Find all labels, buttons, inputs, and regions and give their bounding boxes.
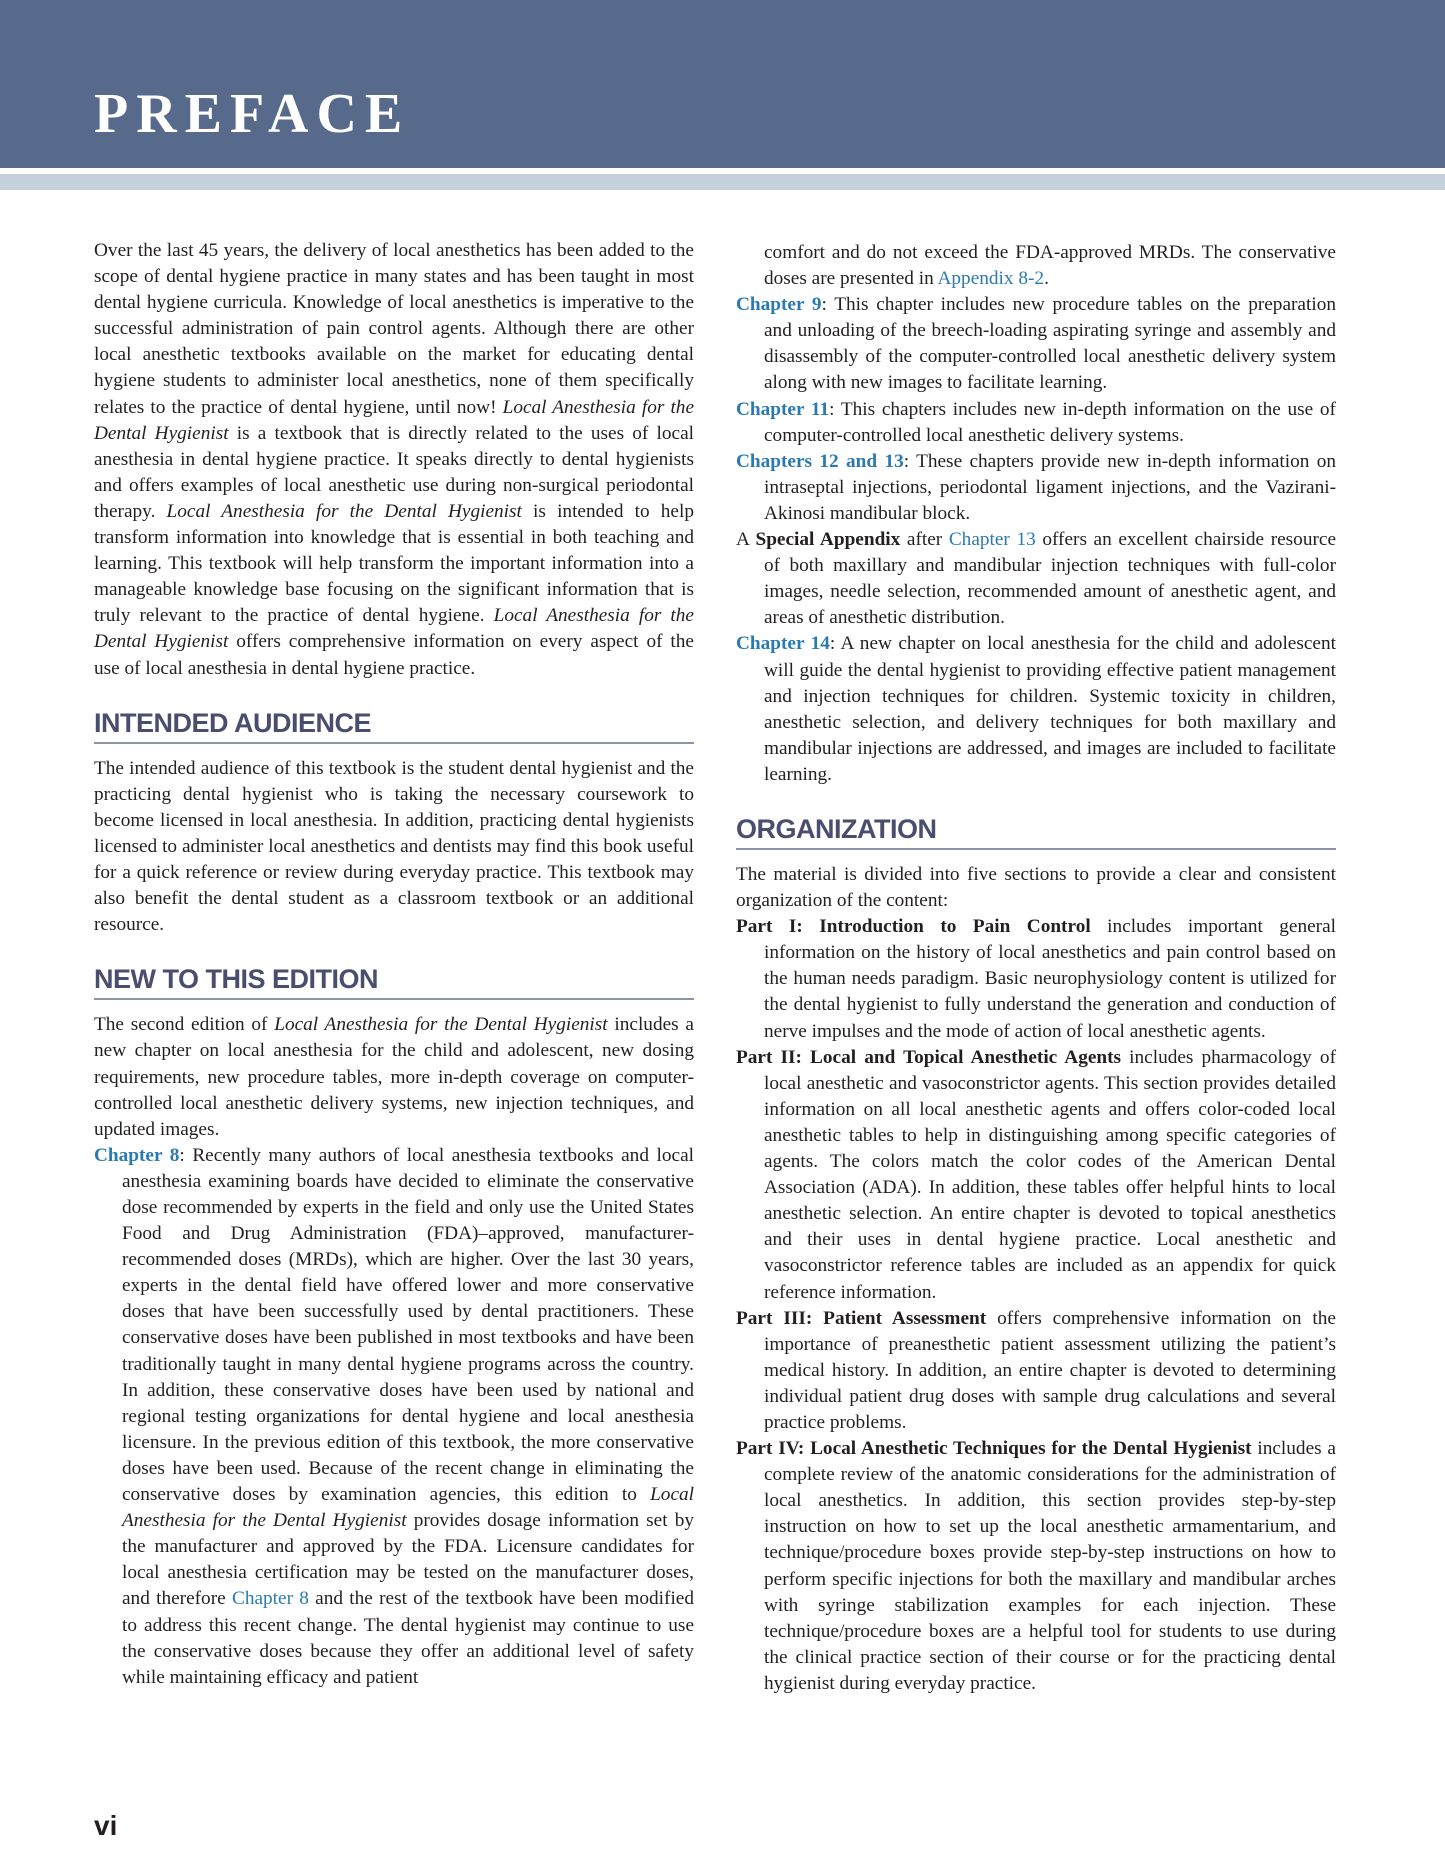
chapter-9-text: : This chapter includes new procedure tables on the preparation and unloading of the breech-loading aspirating syringe and assembly and disassembly of the computer-controlled local anesthetic delivery system along with new images to facilitate learning.	[764, 294, 1336, 394]
chapter-11-text: : This chapters includes new in-depth information on the use of computer-controlled local anesthetic delivery systems.	[764, 398, 1336, 446]
heading-intended-audience: INTENDED AUDIENCE	[94, 708, 694, 744]
chapter-14-entry	[736, 631, 1336, 788]
chapter-8-cont-text-2: .	[1044, 268, 1049, 290]
chapter-8-entry	[94, 1143, 694, 1691]
left-column	[94, 238, 694, 1691]
chapter-14-text: : A new chapter on local anesthesia for the child and adolescent will guide the dental hygienist to providing effective patient management and injection techniques for children. Systemic toxicity in children, anesthetic selection, and delivery techniques for both maxillary and mandibular injections are addressed, and images are included to facilitate learning.	[764, 633, 1336, 785]
page-title: PREFACE	[94, 83, 411, 145]
appendix-text-2: after	[900, 529, 949, 551]
part-2-entry	[736, 1045, 1336, 1306]
chapters-12-13-text: : These chapters provide new in-depth information on intraseptal injections, periodontal ligament injections, and the Vazirani-Akinosi mandibular block.	[764, 450, 1336, 524]
intro-paragraph	[94, 238, 694, 682]
heading-new-edition: NEW TO THIS EDITION	[94, 964, 694, 1000]
chapters-12-13-entry	[736, 449, 1336, 527]
intro-text-2: is a textbook that is directly related to the uses of local anesthesia in dental hygiene practice. It speaks directly to dental hygienists and offers examples of local anesthetic use during non-surgical periodontal therapy.	[94, 422, 694, 522]
intro-text-3: is intended to help transform information into knowledge that is essential in both teaching and learning. This textbook will help transform the important information into a manageable knowledge base focusing on the significant information that is truly relevant to the practice of dental hygiene.	[94, 500, 694, 627]
chapter-11-entry	[736, 397, 1336, 449]
part-1-label: Part I: Introduction to Pain Control	[736, 916, 1091, 938]
intro-text-1: Over the last 45 years, the delivery of local anesthetics has been added to the scope of dental hygiene practice in many states and has been taught in most dental hygiene curricula. Knowledge of local anesthetics is imperative to the successful administration of pain control agents. Although there are other local anesthetic textbooks available on the market for educating dental hygiene students to administer local anesthetics, none of them specifically relates to the practice of dental hygiene, until now!	[94, 240, 694, 418]
part-2-label: Part II: Local and Topical Anesthetic Agents	[736, 1046, 1122, 1068]
part-3-entry	[736, 1306, 1336, 1436]
new-edition-text-1: The second edition of	[94, 1014, 275, 1036]
chapter-9-entry	[736, 292, 1336, 396]
special-appendix-entry	[736, 527, 1336, 631]
chapter-13-link[interactable]: Chapter 13	[948, 529, 1036, 551]
part-3-label: Part III: Patient Assessment	[736, 1307, 987, 1329]
heading-organization: ORGANIZATION	[736, 814, 1336, 850]
special-appendix-label: Special Appendix	[755, 529, 901, 551]
chapter-8-continued	[736, 240, 1336, 292]
chapter-8-crossref[interactable]: Chapter 8	[231, 1588, 309, 1610]
chapter-14-link[interactable]: Chapter 14	[736, 633, 830, 655]
chapter-8-text-3: and the rest of the textbook have been modified to address this recent change. The dental hygienist may continue to use the conservative doses because they offer an additional level of safety while maintaining efficacy and patient	[122, 1588, 695, 1688]
intro-text-4: offers comprehensive information on every aspect of the use of local anesthesia in dental hygiene practice.	[94, 631, 694, 679]
header-banner	[0, 0, 1445, 168]
part-4-entry	[736, 1436, 1336, 1697]
chapter-8-text-2: provides dosage information set by the manufacturer and approved by the FDA. Licensure candidates for local anesthesia certification may be tested on the manufacturer doses, and therefore	[122, 1510, 695, 1610]
audience-paragraph: The intended audience of this textbook is the student dental hygienist and the practicing dental hygienist who is taking the necessary coursework to become licensed in local anesthesia. In addition, practicing dental hygienists licensed to administer local anesthetics and dentists may find this book useful for a quick reference or review during everyday practice. This textbook may also benefit the dental student as a classroom textbook or an additional resource.	[94, 757, 694, 936]
book-title: Local Anesthesia for the Dental Hygienist	[94, 605, 694, 653]
part-4-label: Part IV: Local Anesthetic Techniques for the Dental Hygienist	[736, 1438, 1252, 1460]
book-title: Local Anesthesia for the Dental Hygienist	[274, 1014, 608, 1036]
header-stripe	[0, 174, 1445, 190]
appendix-text-3: offers an excellent chairside resource of both maxillary and mandibular injection techniques with full-color images, needle selection, recommended amount of anesthetic agent, and areas of anesthetic distribution.	[764, 529, 1337, 629]
chapter-9-link[interactable]: Chapter 9	[736, 294, 822, 316]
appendix-8-2-link[interactable]: Appendix 8-2	[937, 268, 1045, 290]
part-2-text: includes pharmacology of local anesthetic and vasoconstrictor agents. This section provides detailed information on all local anesthetic agents and offers color-coded local anesthetic tables to help in distinguishing among specific categories of agents. The colors match the color codes of the American Dental Association (ADA). In addition, these tables offer helpful hints to local anesthetic selection. An entire chapter is devoted to topical anesthetics and their uses in dental hygiene practice. Local anesthetic and vasoconstrictor reference tables are included as an appendix for quick reference information.	[764, 1046, 1336, 1303]
part-1-entry	[736, 914, 1336, 1044]
organization-intro: The material is divided into five sections to provide a clear and consistent organization of the content:	[736, 864, 1336, 912]
appendix-text-1: A	[736, 529, 756, 551]
chapter-8-text-1: : Recently many authors of local anesthesia textbooks and local anesthesia examining boards have decided to eliminate the conservative dose recommended by experts in the field and only use the United States Food and Drug Administration (FDA)–approved, manufacturer-recommended doses (MRDs), which are higher. Over the last 30 years, experts in the dental field have offered lower and more conservative doses that have been successfully used by dental practitioners. These conservative doses have been published in most textbooks and have been traditionally taught in many dental hygiene programs across the country. In addition, these conservative doses have been used by national and regional testing organizations for dental hygiene and local anesthesia licensure. In the previous edition of this textbook, the more conservative doses have been used. Because of the recent change in eliminating the conservative doses by examination agencies, this edition to	[122, 1144, 694, 1506]
chapters-12-13-link[interactable]: Chapters 12 and 13	[736, 450, 904, 472]
right-column	[736, 240, 1336, 1697]
book-title: Local Anesthesia for the Dental Hygienist	[166, 500, 522, 522]
part-4-text: includes a complete review of the anatomic considerations for the administration of local anesthetics. In addition, this section provides step-by-step instruction on how to set up the local anesthetic armamentarium, and technique/procedure boxes provide step-by-step instructions on how to perform specific injections for both the maxillary and mandibular arches with syringe stabilization examples for each injection. These technique/procedure boxes are a helpful tool for students to use during the clinical practice section of their course or for the practicing dental hygienist during everyday practice.	[764, 1438, 1336, 1694]
part-3-text: offers comprehensive information on the importance of preanesthetic patient assessment utilizing the patient’s medical history. In addition, an entire chapter is devoted to determining individual patient drug doses with sample drug calculations and several practice problems.	[764, 1307, 1336, 1433]
new-edition-paragraph	[94, 1012, 694, 1142]
new-edition-text-2: includes a new chapter on local anesthesia for the child and adolescent, new dosing requirements, new procedure tables, more in-depth coverage on computer-controlled local anesthetic delivery systems, new injection techniques, and updated images.	[94, 1014, 694, 1140]
book-title: Local Anesthesia for the Dental Hygienist	[122, 1484, 694, 1532]
chapter-11-link[interactable]: Chapter 11	[736, 398, 830, 420]
part-1-text: includes important general information on the history of local anesthetics and pain control based on the human needs paradigm. Basic neurophysiology content is utilized for the dental hygienist to fully understand the generation and conduction of nerve impulses and the mode of action of local anesthetic agents.	[764, 916, 1337, 1042]
chapter-8-cont-text-1: comfort and do not exceed the FDA-approved MRDs. The conservative doses are presented in	[764, 242, 1336, 290]
book-title: Local Anesthesia for the Dental Hygienist	[94, 396, 694, 444]
chapter-8-link[interactable]: Chapter 8	[94, 1144, 180, 1166]
page-number: vi	[94, 1810, 118, 1841]
